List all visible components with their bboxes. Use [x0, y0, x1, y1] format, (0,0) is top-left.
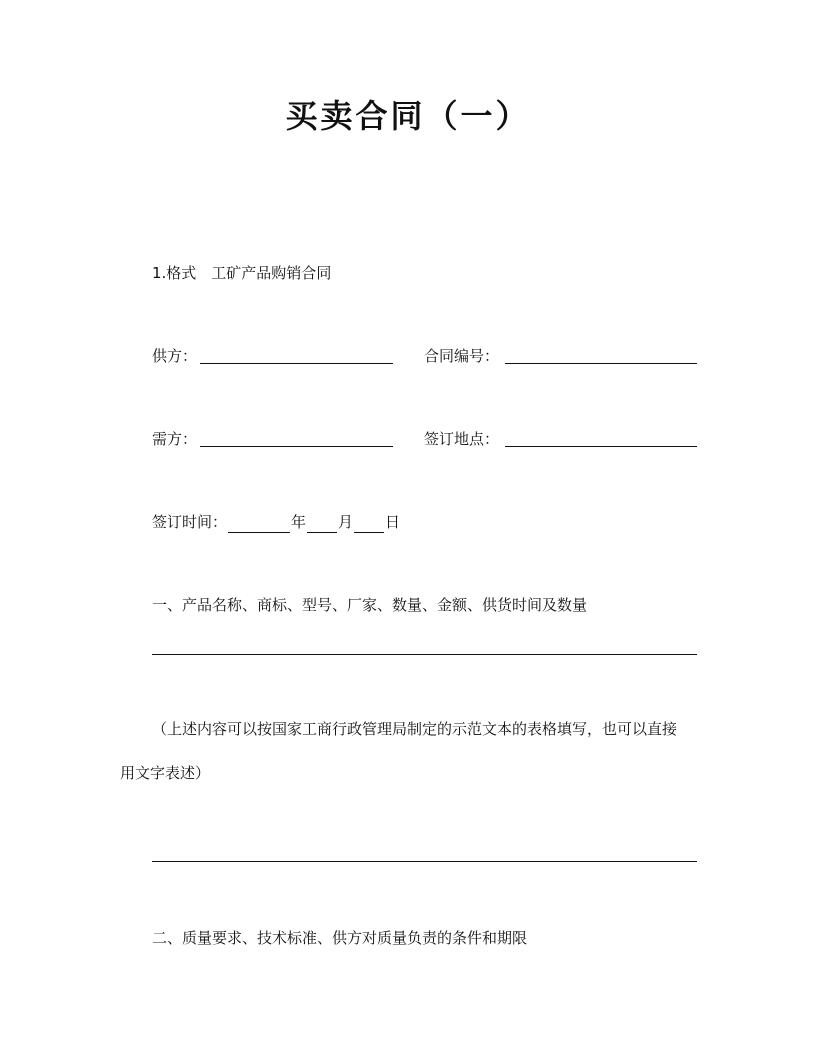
buyer-label: 需方： [152, 430, 198, 448]
note-fill-line[interactable] [152, 861, 697, 862]
sign-place-blank[interactable] [505, 446, 697, 447]
sign-place-field [424, 428, 499, 450]
supplier-blank[interactable] [200, 363, 393, 364]
section1-heading: 一、产品名称、商标、型号、厂家、数量、金额、供货时间及数量 [152, 596, 588, 614]
document-title: 买卖合同（一） [285, 97, 531, 135]
contract-no-field [424, 345, 499, 367]
note-line-2: 用文字表述） [120, 764, 211, 782]
contract-no-blank[interactable] [505, 363, 697, 364]
contract-no-label: 合同编号： [424, 347, 500, 365]
section2-heading: 二、质量要求、技术标准、供方对质量负责的条件和期限 [152, 929, 528, 947]
sign-time-field [152, 511, 400, 533]
format-line: 1.格式 工矿产品购销合同 [152, 264, 332, 282]
month-label: 月 [338, 513, 354, 531]
supplier-field [152, 345, 197, 367]
buyer-field [152, 428, 197, 450]
year-label: 年 [291, 513, 307, 531]
sign-place-label: 签订地点： [424, 430, 500, 448]
section1-fill-line[interactable] [152, 654, 697, 655]
note-line-1: （上述内容可以按国家工商行政管理局制定的示范文本的表格填写，也可以直接 [152, 720, 678, 738]
day-label: 日 [385, 513, 401, 531]
day-blank[interactable] [354, 516, 384, 533]
supplier-label: 供方： [152, 347, 198, 365]
sign-time-label: 签订时间： [152, 513, 228, 531]
buyer-blank[interactable] [200, 446, 393, 447]
year-blank[interactable] [228, 516, 290, 533]
month-blank[interactable] [307, 516, 337, 533]
